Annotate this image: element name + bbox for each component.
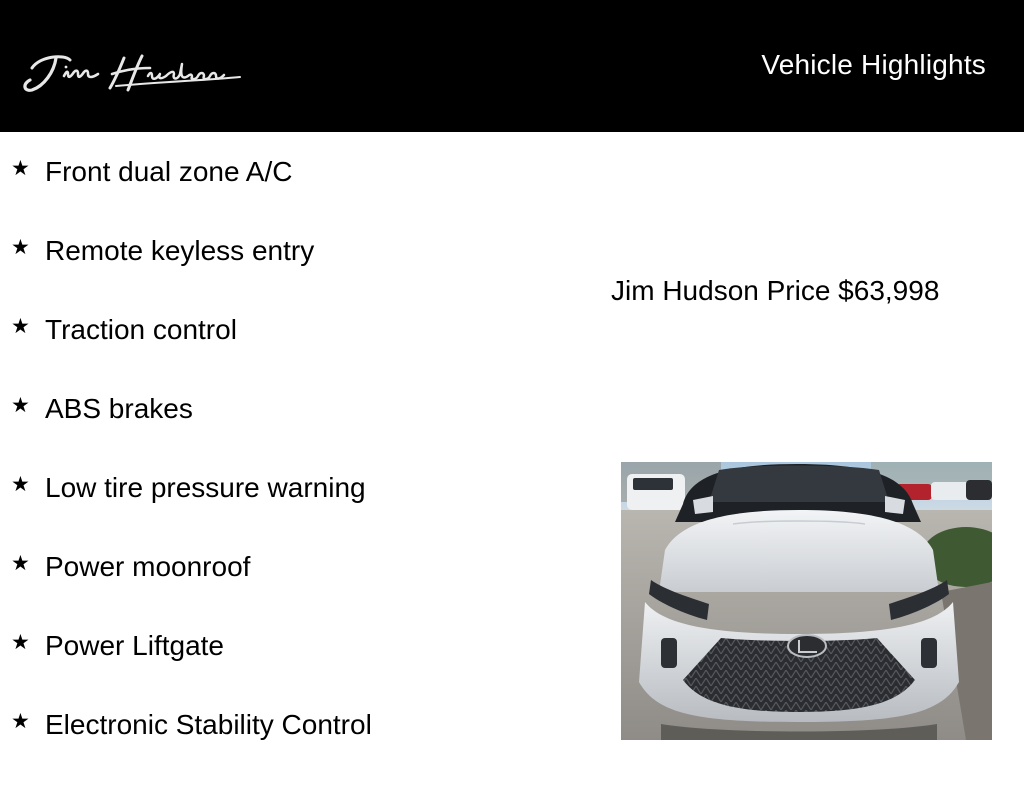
feature-label: Electronic Stability Control [45,709,372,740]
feature-list [0,154,560,786]
star-icon: ★ [11,315,30,338]
feature-label: Traction control [45,314,237,345]
feature-label: ABS brakes [45,393,193,424]
header-bar [0,0,1024,132]
feature-label: Remote keyless entry [45,235,315,266]
feature-item [0,312,560,391]
feature-label: Power moonroof [45,551,251,582]
star-icon: ★ [11,631,30,654]
feature-item [0,707,560,786]
vehicle-photo [621,462,992,740]
star-icon: ★ [11,236,30,259]
star-icon: ★ [11,552,30,575]
star-icon: ★ [11,710,30,733]
feature-item [0,233,560,312]
feature-label: Power Liftgate [45,630,224,661]
feature-label: Low tire pressure warning [45,472,366,503]
star-icon: ★ [11,394,30,417]
feature-item [0,470,560,549]
page-title: Vehicle Highlights [761,49,986,80]
feature-item [0,549,560,628]
star-icon: ★ [11,473,30,496]
vehicle-price: Jim Hudson Price $63,998 [611,275,940,306]
jim-hudson-logo [20,46,245,98]
feature-item [0,391,560,470]
feature-item [0,628,560,707]
feature-label: Front dual zone A/C [45,156,293,187]
star-icon: ★ [11,157,30,180]
feature-item [0,154,560,233]
